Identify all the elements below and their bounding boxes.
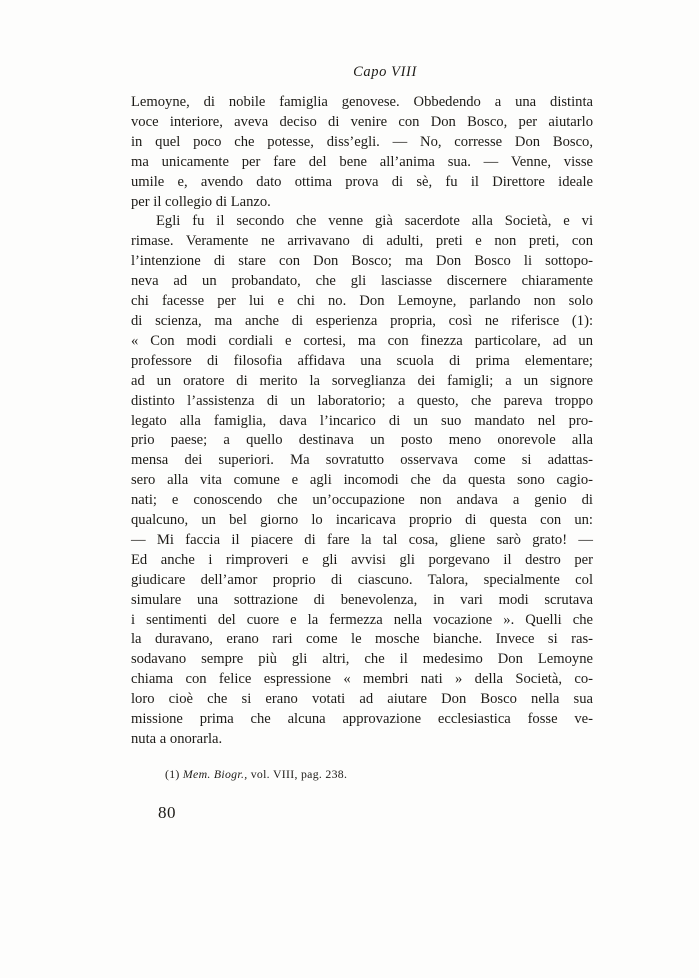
text-line: ad un oratore di merito la sorveglianza dei famigli; a un signore — [131, 372, 593, 389]
footnote — [165, 767, 593, 782]
text-line: professore di filosofia affidava una scuola di prima elementare; — [131, 352, 593, 369]
text-line: voce interiore, aveva deciso di venire con Don Bosco, per aiutarlo — [131, 113, 593, 130]
footnote-detail: vol. VIII, pag. 238. — [250, 766, 348, 781]
text-line: distinto l’assistenza di un laboratorio; a questo, che pareva troppo — [131, 392, 593, 409]
text-line: umile e, avendo dato ottima prova di sè, fu il Direttore ideale — [131, 173, 593, 190]
text-line: neva ad un probandato, che gli lasciasse discernere chiaramente — [131, 273, 593, 290]
text-line: i sentimenti del cuore e la fermezza nella vocazione ». Quelli che — [131, 611, 593, 628]
footnote-marker: (1) — [165, 766, 180, 781]
text-line: chi facesse per lui e chi no. Don Lemoyne, parlando non solo — [131, 293, 593, 310]
text-line: Egli fu il secondo che venne già sacerdote alla Società, e vi — [156, 213, 593, 230]
text-line: ma unicamente per fare del bene all’anima sua. — Venne, visse — [131, 153, 593, 170]
text-line: chiama con felice espressione « membri nati » della Società, co- — [131, 671, 593, 688]
text-line: la duravano, erano rari come le mosche bianche. Invece si ras- — [131, 631, 593, 648]
text-line: l’intenzione di stare con Don Bosco; ma Don Bosco li sottopo- — [131, 253, 593, 270]
paragraph — [131, 212, 593, 749]
text-line: missione prima che alcuna approvazione ecclesiastica fosse ve- — [131, 711, 593, 728]
body-text — [131, 93, 593, 750]
text-line: — Mi faccia il piacere di fare la tal cosa, gliene sarò grato! — — [131, 531, 593, 548]
text-line: per il collegio di Lanzo. — [131, 193, 271, 210]
text-line: mensa dei superiori. Ma sovratutto osservava come si adattas- — [131, 452, 593, 469]
text-line: qualcuno, un bel giorno lo incaricava proprio di questa con un: — [131, 512, 593, 529]
text-line: simulare una sottrazione di benevolenza, in vari modi scrutava — [131, 591, 593, 608]
text-line: legato alla famiglia, dava l’incarico di un suo mandato nel pro- — [131, 412, 593, 429]
paragraph — [131, 93, 593, 212]
footnote-source: Mem. Biogr., — [182, 766, 248, 781]
text-line: di scienza, ma anche di esperienza propria, così ne riferisce (1): — [131, 312, 593, 329]
text-line: « Con modi cordiali e cortesi, ma con finezza particolare, ad un — [131, 332, 593, 349]
text-line: loro cioè che si erano votati ad aiutare Don Bosco nella sua — [131, 691, 593, 708]
text-line: prio paese; a quello destinava un posto meno onorevole alla — [131, 432, 593, 449]
text-line: Lemoyne, di nobile famiglia genovese. Obbedendo a una distinta — [131, 94, 593, 110]
text-line: in quel poco che potesse, diss’egli. — No, corresse Don Bosco, — [131, 133, 593, 150]
text-line: nati; e conoscendo che un’occupazione non andava a genio di — [131, 492, 593, 509]
page-number: 80 — [158, 802, 176, 822]
chapter-running-header: Capo VIII — [353, 64, 417, 80]
text-line: giudicare dell’amor proprio di ciascuno. Talora, specialmente col — [131, 571, 593, 588]
text-line: nuta a onorarla. — [131, 731, 223, 747]
text-line: sodavano sempre più gli altri, che il medesimo Don Lemoyne — [131, 651, 593, 668]
text-line: rimase. Veramente ne arrivavano di adulti, preti e non preti, con — [131, 233, 593, 250]
text-line: sero alla vita comune e agli incomodi che da questa sono cagio- — [131, 472, 593, 489]
text-line: Ed anche i rimproveri e gli avvisi gli porgevano il destro per — [131, 551, 593, 568]
